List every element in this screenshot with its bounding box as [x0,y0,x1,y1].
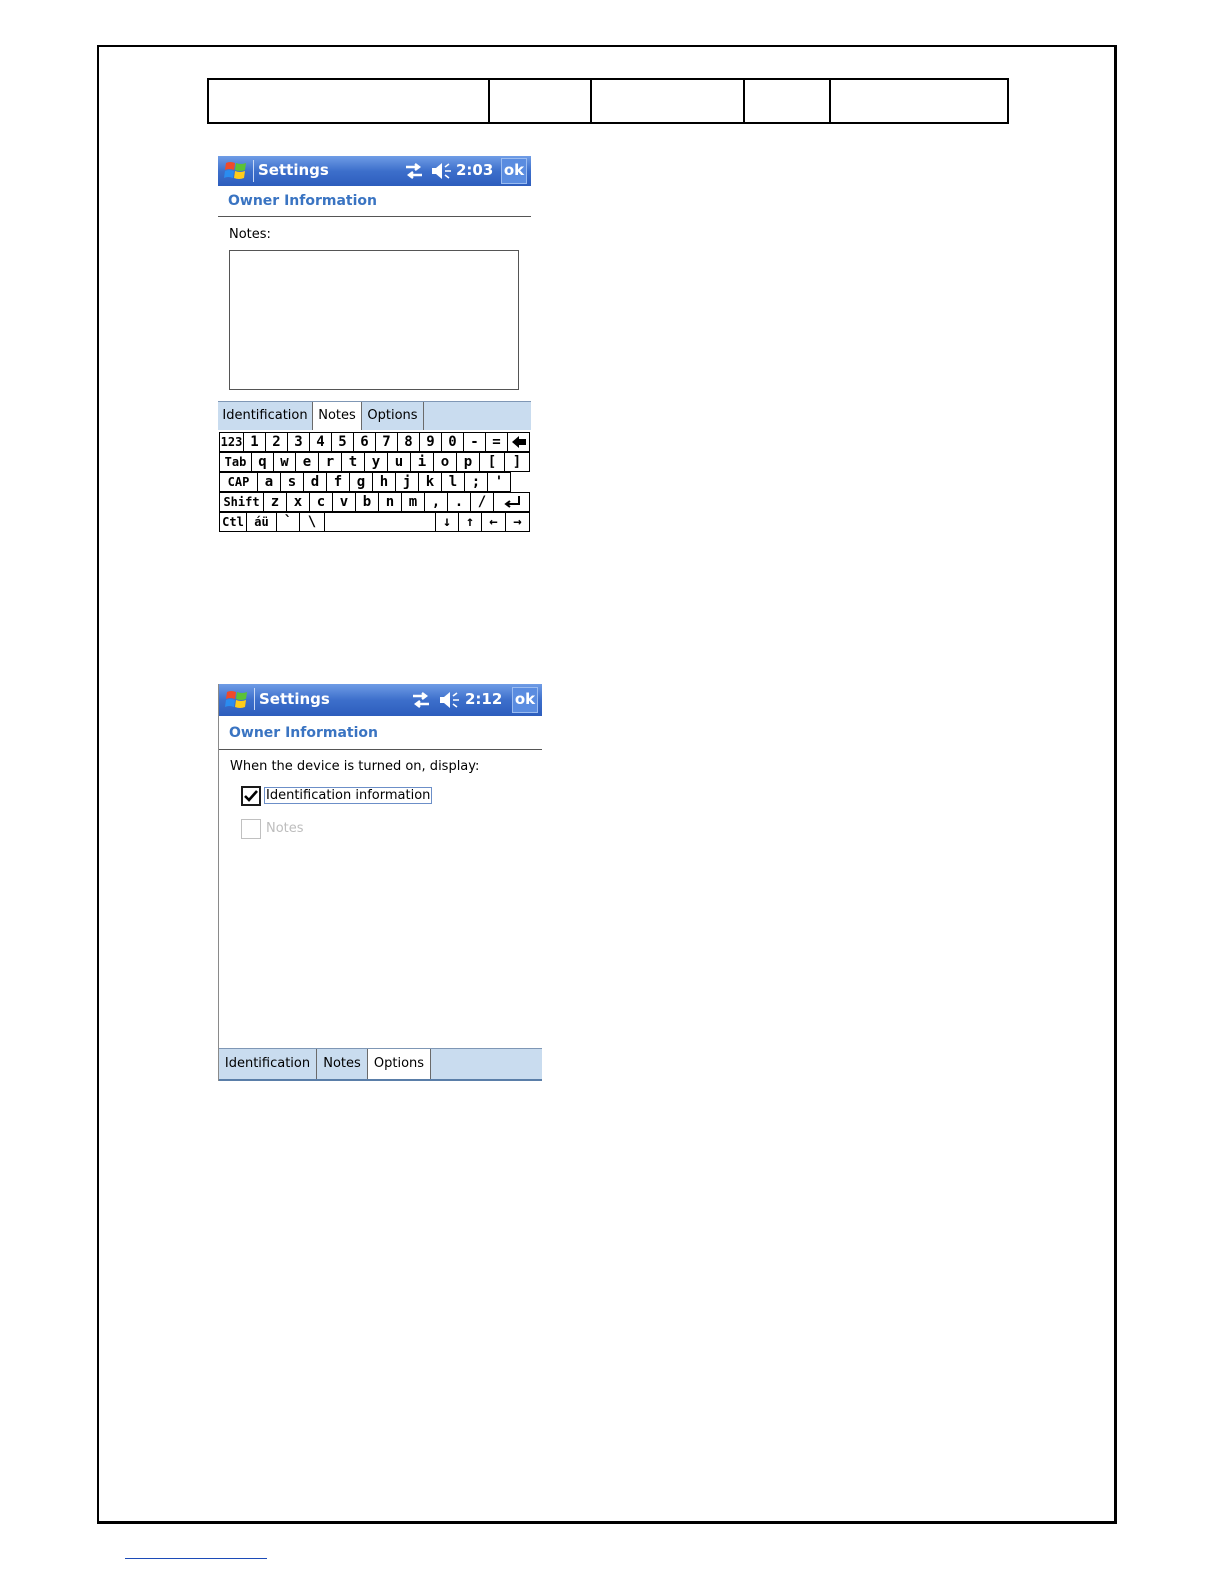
key-ctl[interactable]: Ctl [219,512,247,532]
key[interactable]: x [287,492,310,512]
key-left[interactable]: ← [482,512,506,532]
key[interactable]: = [486,432,508,452]
key[interactable]: p [457,452,480,472]
key[interactable]: t [342,452,365,472]
windows-flag-icon[interactable] [224,688,250,712]
owner-info-notes-screen [218,156,531,535]
key[interactable]: r [319,452,342,472]
footer-link-underline [125,1558,267,1559]
header-cell [208,79,489,123]
keyboard-row-5 [218,512,531,532]
speaker-muted-icon[interactable] [430,162,452,180]
key[interactable]: 1 [244,432,266,452]
key-caps[interactable]: CAP [219,472,258,492]
tab-bar [219,1048,542,1081]
key[interactable]: 2 [266,432,288,452]
key[interactable]: - [464,432,486,452]
keyboard-row-1 [218,432,531,452]
header-cell [591,79,744,123]
title-bar [218,156,531,186]
key[interactable]: ] [505,452,530,472]
identification-checkbox[interactable] [241,786,261,806]
key[interactable]: 3 [288,432,310,452]
key[interactable]: o [434,452,457,472]
backspace-key[interactable] [508,432,530,452]
owner-info-options-screen [218,684,542,1081]
ok-button[interactable]: ok [512,687,538,713]
notes-textarea[interactable] [229,250,519,390]
tab-notes[interactable]: Notes [313,402,362,431]
identification-option-label[interactable]: Identification information [266,788,431,803]
key[interactable]: s [281,472,304,492]
key[interactable]: a [258,472,281,492]
clock[interactable]: 2:03 [456,161,494,179]
tab-options[interactable]: Options [362,402,424,431]
key[interactable]: v [333,492,356,512]
key[interactable]: k [419,472,442,492]
heading-divider [218,216,531,217]
clock[interactable]: 2:12 [465,690,503,708]
tab-bar [218,401,531,433]
key[interactable]: u [388,452,411,472]
title-separator [254,688,255,710]
key-up[interactable]: ↑ [459,512,482,532]
key[interactable]: 8 [398,432,420,452]
key[interactable]: j [396,472,419,492]
key[interactable]: ' [488,472,511,492]
speaker-muted-icon[interactable] [438,691,460,709]
key-123[interactable]: 123 [219,432,244,452]
page-heading: Owner Information [229,725,378,741]
heading-divider [219,749,542,750]
keyboard-row-4 [218,492,531,512]
page-heading: Owner Information [228,193,377,209]
key[interactable]: ; [465,472,488,492]
key[interactable]: 4 [310,432,332,452]
key[interactable]: h [373,472,396,492]
tab-identification[interactable]: Identification [219,1049,317,1079]
key[interactable]: y [365,452,388,472]
key[interactable]: 0 [442,432,464,452]
key[interactable]: 6 [354,432,376,452]
header-cell [744,79,830,123]
key[interactable]: 5 [332,432,354,452]
keyboard-row-3 [218,472,531,492]
key[interactable]: 7 [376,432,398,452]
app-title[interactable]: Settings [259,690,330,708]
key-right[interactable]: → [506,512,530,532]
key[interactable]: , [425,492,448,512]
header-cell [830,79,1008,123]
key[interactable]: c [310,492,333,512]
key[interactable]: e [296,452,319,472]
key-shift[interactable]: Shift [219,492,264,512]
key[interactable]: g [350,472,373,492]
enter-key[interactable] [494,492,530,512]
key[interactable]: 9 [420,432,442,452]
windows-flag-icon[interactable] [223,159,249,183]
key[interactable]: \ [300,512,325,532]
key[interactable]: n [379,492,402,512]
tab-identification[interactable]: Identification [218,402,313,431]
header-table [207,78,1009,124]
checkmark-icon [243,788,259,804]
ok-button[interactable]: ok [501,158,527,184]
enter-arrow-icon [503,495,521,509]
notes-label: Notes: [229,227,271,242]
backspace-arrow-icon [511,435,527,449]
key[interactable]: w [274,452,296,472]
notes-option-label[interactable]: Notes [266,821,304,836]
key[interactable]: m [402,492,425,512]
display-prompt: When the device is turned on, display: [230,759,480,774]
key[interactable]: [ [480,452,505,472]
key-down[interactable]: ↓ [436,512,459,532]
title-bar [219,684,542,716]
key[interactable]: / [471,492,494,512]
app-title[interactable]: Settings [258,161,329,179]
tab-options[interactable]: Options [368,1049,431,1079]
header-cell [489,79,591,123]
space-key[interactable] [325,512,436,532]
key[interactable]: . [448,492,471,512]
key[interactable]: f [327,472,350,492]
title-separator [253,160,254,182]
key[interactable]: ` [277,512,300,532]
connectivity-arrows-icon[interactable] [404,162,424,180]
key-accents[interactable]: áü [247,512,277,532]
key[interactable]: i [411,452,434,472]
key-tab[interactable]: Tab [219,452,252,472]
key[interactable]: d [304,472,327,492]
connectivity-arrows-icon[interactable] [411,691,431,709]
key[interactable]: z [264,492,287,512]
key[interactable]: b [356,492,379,512]
soft-keyboard [218,430,531,535]
key[interactable]: l [442,472,465,492]
key[interactable]: q [252,452,274,472]
notes-checkbox[interactable] [241,819,261,839]
keyboard-row-2 [218,452,531,472]
tab-notes[interactable]: Notes [317,1049,368,1079]
